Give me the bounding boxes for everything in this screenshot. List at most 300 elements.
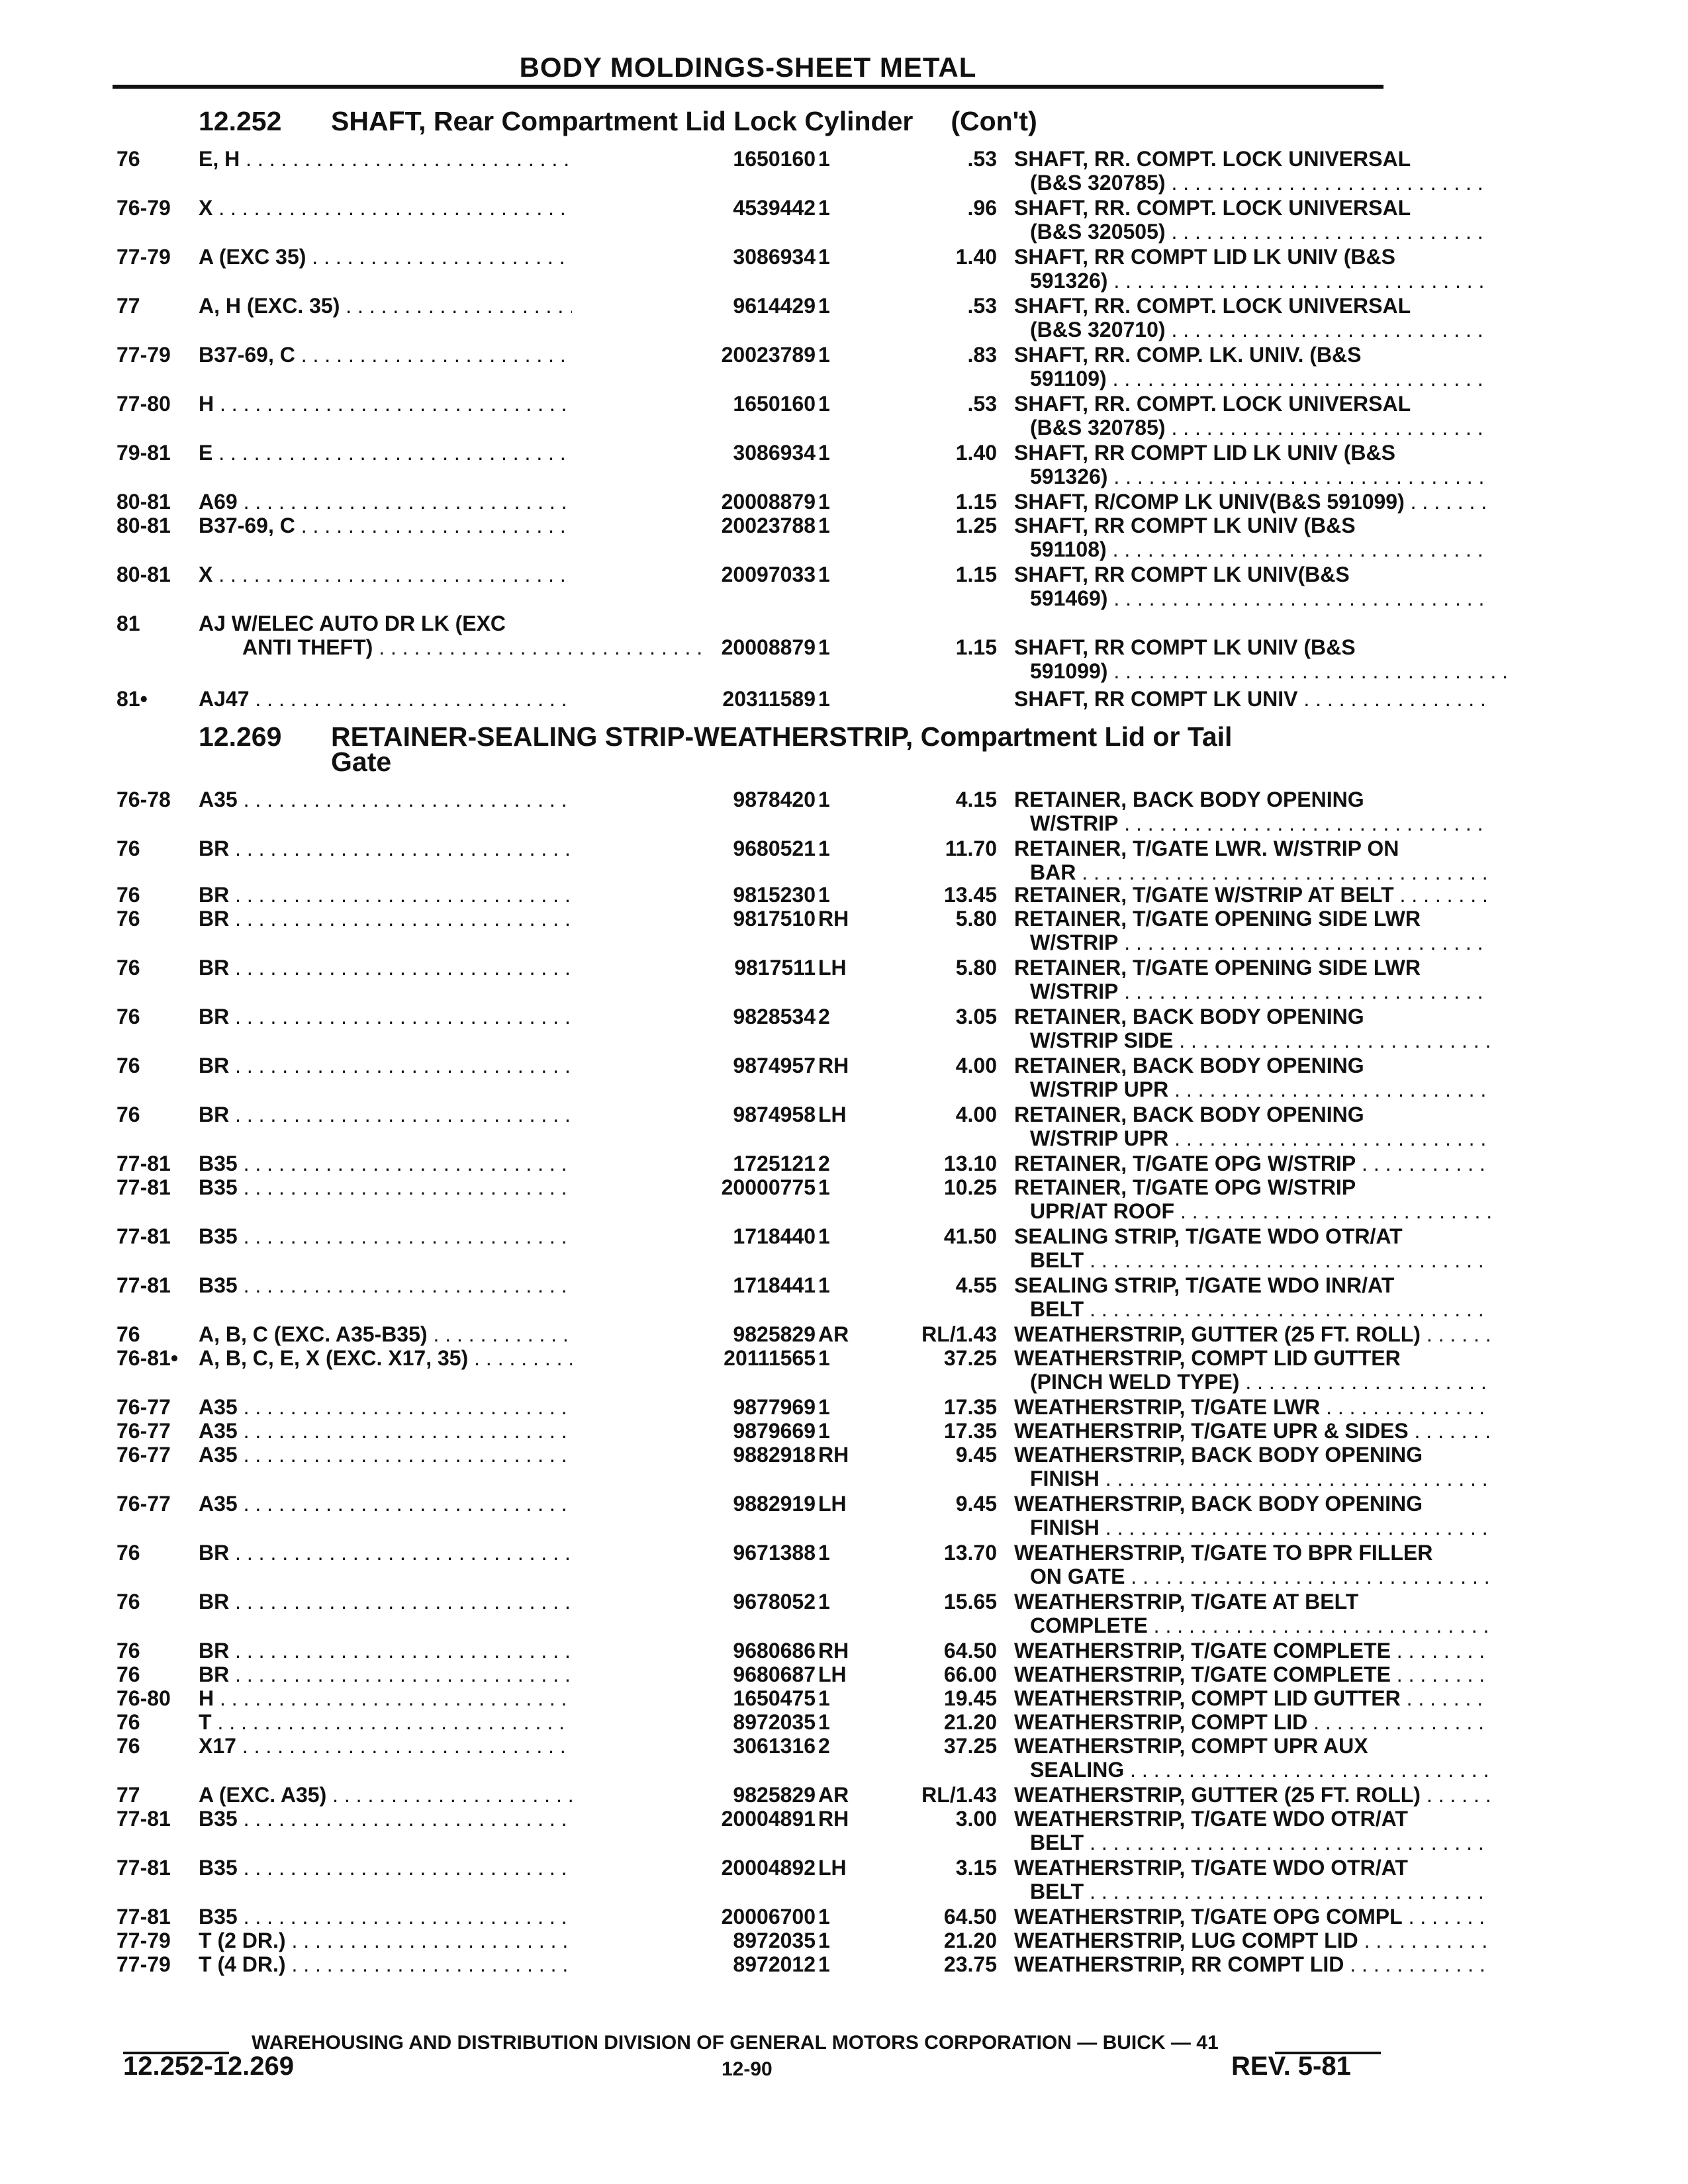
- description-label: SHAFT,: [1014, 245, 1088, 269]
- description-label: WEATHERSTRIP,: [1014, 1686, 1186, 1710]
- table-row: [117, 1346, 1401, 1394]
- model-year: 77-81: [117, 1856, 171, 1880]
- part-number: 1650160: [572, 392, 816, 416]
- part-number: 9825829: [572, 1322, 816, 1346]
- model-code: A, H (EXC. 35) . . .: [199, 294, 662, 318]
- part-number: 20008879: [572, 490, 816, 514]
- model-year: 77-81: [117, 1273, 171, 1297]
- quantity: 1: [818, 245, 830, 269]
- description-text: RR. COMPT. LOCK UNIVERSAL: [1088, 147, 1411, 171]
- price: 5.80: [955, 907, 997, 931]
- part-number: 9882919: [572, 1492, 816, 1516]
- table-row: [117, 294, 1411, 341]
- description-cont: (B&S 320710) . . .: [1030, 318, 1491, 341]
- table-row: [117, 196, 1411, 244]
- description: [1014, 1952, 1491, 1976]
- model-year: 76: [117, 1054, 140, 1077]
- description: [1014, 883, 1491, 907]
- description: [1014, 1419, 1491, 1443]
- description-label: RETAINER,: [1014, 956, 1127, 979]
- description-label: SHAFT,: [1014, 441, 1088, 465]
- price: 4.00: [955, 1054, 997, 1077]
- description-label: SHAFT,: [1014, 635, 1088, 659]
- description-text: RR COMPT LID: [1185, 1952, 1344, 1976]
- description: [1014, 956, 1491, 979]
- description: [1014, 1175, 1491, 1199]
- model-year: 77: [117, 1783, 140, 1807]
- description-cont: ON GATE . . .: [1030, 1565, 1491, 1588]
- description-label: WEATHERSTRIP,: [1014, 1395, 1186, 1419]
- model-year: 81•: [117, 687, 148, 711]
- description-cont: 591108) . . .: [1030, 537, 1491, 561]
- model-code: A35 . . .: [199, 1443, 662, 1467]
- price: 37.25: [943, 1346, 997, 1370]
- quantity: 2: [818, 1005, 830, 1028]
- description-text: BACK BODY OPENING: [1127, 1005, 1364, 1028]
- table-row: [117, 1322, 1421, 1346]
- model-code: B35 . . .: [199, 1224, 662, 1248]
- model-year: 76: [117, 1322, 140, 1346]
- table-row: [117, 907, 1421, 954]
- table-row: [117, 1952, 1374, 1976]
- table-row: [117, 490, 1405, 514]
- part-number: 20004891: [572, 1807, 816, 1831]
- table-row: [117, 1395, 1374, 1419]
- description-cont: W/STRIP . . .: [1030, 979, 1491, 1003]
- description-text: RR. COMPT. LOCK UNIVERSAL: [1088, 294, 1411, 318]
- table-row: [117, 1224, 1403, 1272]
- price: .96: [967, 196, 997, 220]
- description-label: RETAINER,: [1014, 907, 1127, 931]
- quantity: 1: [818, 1710, 830, 1734]
- model-code: B37-69, C . . .: [199, 514, 662, 537]
- model-year: 76-77: [117, 1443, 171, 1467]
- description-cont: W/STRIP UPR . . .: [1030, 1126, 1491, 1150]
- price: 13.10: [943, 1152, 997, 1175]
- description-label: WEATHERSTRIP,: [1014, 1443, 1186, 1467]
- part-number: 20111565: [572, 1346, 816, 1370]
- model-year: 77-81: [117, 1224, 171, 1248]
- model-year: 76: [117, 1005, 140, 1028]
- description-text: T/GATE WDO INR/AT: [1180, 1273, 1395, 1297]
- model-code: H . . .: [199, 392, 662, 416]
- model-year: 80-81: [117, 563, 171, 586]
- section-heading-12-269: [199, 721, 1233, 777]
- description: [1014, 196, 1491, 220]
- model-year: 77-79: [117, 1929, 171, 1952]
- quantity: AR: [818, 1322, 849, 1346]
- description: [1014, 837, 1491, 860]
- model-code: T (4 DR.) . . .: [199, 1952, 662, 1976]
- part-number: 9825829: [572, 1783, 816, 1807]
- description: [1014, 1273, 1491, 1297]
- quantity: LH: [818, 956, 847, 979]
- description-text: T/GATE COMPLETE: [1185, 1662, 1391, 1686]
- table-row: [117, 1590, 1374, 1637]
- description: [1014, 635, 1491, 659]
- description: [1014, 907, 1491, 931]
- description: [1014, 245, 1491, 269]
- model-code: X . . .: [199, 563, 662, 586]
- price: 21.20: [943, 1929, 997, 1952]
- part-number: 20097033: [572, 563, 816, 586]
- model-year: 76: [117, 1734, 140, 1758]
- description-label: RETAINER,: [1014, 837, 1127, 860]
- description-label: SHAFT,: [1014, 343, 1088, 367]
- table-row: [117, 1054, 1374, 1101]
- description-text: BACK BODY OPENING: [1127, 788, 1364, 811]
- quantity: 1: [818, 196, 830, 220]
- description-text: T/GATE LWR. W/STRIP ON: [1127, 837, 1399, 860]
- section-title-cont: Gate: [331, 747, 392, 777]
- quantity: 1: [818, 1686, 830, 1710]
- price: 3.00: [955, 1807, 997, 1831]
- description: [1014, 1541, 1491, 1565]
- model-code: B35 . . .: [199, 1175, 662, 1199]
- part-number: 9882918: [572, 1443, 816, 1467]
- description-text: T/GATE TO BPR FILLER: [1185, 1541, 1433, 1565]
- description-label: SHAFT,: [1014, 563, 1088, 586]
- model-year: 77-81: [117, 1905, 171, 1929]
- model-code: E, H . . .: [199, 147, 662, 171]
- description: [1014, 1905, 1491, 1929]
- part-number: 8972035: [572, 1710, 816, 1734]
- model-year: 77-79: [117, 343, 171, 367]
- table-row: [117, 788, 1374, 835]
- part-number: 20023788: [572, 514, 816, 537]
- table-row: [117, 1686, 1401, 1710]
- price: 11.70: [945, 837, 997, 860]
- quantity: 1: [818, 1905, 830, 1929]
- description-text: COMPT LID: [1185, 1710, 1308, 1734]
- description: [1014, 392, 1491, 416]
- table-row: [117, 883, 1394, 907]
- model-year: 76: [117, 837, 140, 860]
- description-text: RR. COMPT. LOCK UNIVERSAL: [1088, 392, 1411, 416]
- model-year: 76: [117, 1710, 140, 1734]
- model-code: B35 . . .: [199, 1856, 662, 1880]
- description-text: RR COMPT LID LK UNIV (B&S: [1088, 245, 1395, 269]
- model-year: 77-79: [117, 245, 171, 269]
- part-number: 20023789: [572, 343, 816, 367]
- price: 41.50: [943, 1224, 997, 1248]
- description-label: SHAFT,: [1014, 147, 1088, 171]
- description-text: LUG COMPT LID: [1185, 1929, 1358, 1952]
- footer-publisher: WAREHOUSING AND DISTRIBUTION DIVISION OF GENERAL MOTORS CORPORATION — BUICK — 41: [252, 2032, 1219, 2054]
- price: 37.25: [943, 1734, 997, 1758]
- model-code: A35 . . .: [199, 1419, 662, 1443]
- model-code: A, B, C, E, X (EXC. X17, 35) . . .: [199, 1346, 662, 1370]
- table-row: [117, 1783, 1421, 1807]
- description: [1014, 1856, 1491, 1880]
- quantity: 1: [818, 490, 830, 514]
- model-code: BR . . .: [199, 1541, 662, 1565]
- price: 13.70: [943, 1541, 997, 1565]
- footer-revision: REV. 5-81: [1231, 2052, 1351, 2081]
- part-number: 4539442: [572, 196, 816, 220]
- table-row: [117, 147, 1411, 195]
- description-cont: 591326) . . .: [1030, 465, 1491, 488]
- description: [1014, 1734, 1491, 1758]
- part-number: 3061316: [572, 1734, 816, 1758]
- model-code: AJ W/ELEC AUTO DR LK (EXC: [199, 612, 506, 635]
- model-code: B35 . . .: [199, 1807, 662, 1831]
- description-text: BACK BODY OPENING: [1185, 1443, 1423, 1467]
- model-code: B35 . . .: [199, 1152, 662, 1175]
- model-code: BR . . .: [199, 1639, 662, 1662]
- part-number: 3086934: [572, 245, 816, 269]
- model-code: T . . .: [199, 1710, 662, 1734]
- section-title: SHAFT, Rear Compartment Lid Lock Cylinder: [331, 106, 914, 136]
- quantity: 1: [818, 294, 830, 318]
- model-year: 76: [117, 1541, 140, 1565]
- quantity: 1: [818, 883, 830, 907]
- table-row: [117, 1662, 1391, 1686]
- model-code: B35 . . .: [199, 1905, 662, 1929]
- part-number: 9874958: [572, 1103, 816, 1126]
- description-text: T/GATE OPG COMPL: [1185, 1905, 1403, 1929]
- description-label: SHAFT,: [1014, 294, 1088, 318]
- description-label: RETAINER,: [1014, 883, 1127, 907]
- model-year: 77-80: [117, 392, 171, 416]
- quantity: 1: [818, 1590, 830, 1614]
- part-number: 3086934: [572, 441, 816, 465]
- model-year: 76-77: [117, 1395, 171, 1419]
- quantity: 2: [818, 1152, 830, 1175]
- price: 21.20: [943, 1710, 997, 1734]
- description-label: SHAFT,: [1014, 514, 1088, 537]
- quantity: 2: [818, 1734, 830, 1758]
- description-label: RETAINER,: [1014, 788, 1127, 811]
- quantity: 1: [818, 687, 830, 711]
- price: 3.05: [955, 1005, 997, 1028]
- model-year: 76: [117, 1103, 140, 1126]
- model-code: BR . . .: [199, 1590, 662, 1614]
- description: [1014, 1005, 1491, 1028]
- quantity: 1: [818, 514, 830, 537]
- description: [1014, 1590, 1491, 1614]
- description: [1014, 490, 1491, 514]
- description-text: RR COMPT LK UNIV: [1088, 687, 1298, 711]
- description-label: SHAFT,: [1014, 687, 1088, 711]
- description-text: T/GATE AT BELT: [1185, 1590, 1359, 1614]
- model-code-cont: ANTI THEFT) . . .: [242, 635, 706, 659]
- quantity: 1: [818, 1929, 830, 1952]
- table-row: [117, 1152, 1374, 1175]
- model-year: 76: [117, 147, 140, 171]
- description-text: T/GATE OPG W/STRIP: [1127, 1152, 1356, 1175]
- description-cont: W/STRIP SIDE . . .: [1030, 1028, 1491, 1052]
- part-number: 1650160: [572, 147, 816, 171]
- description: [1014, 1103, 1491, 1126]
- price: 66.00: [943, 1662, 997, 1686]
- table-row: [117, 1492, 1423, 1539]
- quantity: 1: [818, 1952, 830, 1976]
- part-number: 20008879: [572, 635, 816, 659]
- model-code: A35 . . .: [199, 1492, 662, 1516]
- description-label: WEATHERSTRIP,: [1014, 1639, 1186, 1662]
- model-year: 80-81: [117, 490, 171, 514]
- description-text: RR COMPT LK UNIV(B&S: [1088, 563, 1350, 586]
- section-number: 12.269: [199, 721, 282, 752]
- header-rule: [113, 85, 1383, 89]
- model-year: 77-81: [117, 1807, 171, 1831]
- quantity: 1: [818, 1175, 830, 1199]
- part-number: 9817511: [572, 956, 816, 979]
- description-label: WEATHERSTRIP,: [1014, 1322, 1186, 1346]
- description-cont: W/STRIP . . .: [1030, 931, 1491, 954]
- description-label: WEATHERSTRIP,: [1014, 1807, 1186, 1831]
- quantity: 1: [818, 563, 830, 586]
- model-code: B35 . . .: [199, 1273, 662, 1297]
- part-number: 1718440: [572, 1224, 816, 1248]
- description: [1014, 1639, 1491, 1662]
- table-row: [117, 514, 1374, 561]
- description-cont: FINISH . . .: [1030, 1467, 1491, 1490]
- description-label: SHAFT,: [1014, 490, 1088, 514]
- price: 3.15: [955, 1856, 997, 1880]
- model-year: 76-81•: [117, 1346, 179, 1370]
- description-text: BACK BODY OPENING: [1127, 1054, 1364, 1077]
- description-cont: BELT . . .: [1030, 1880, 1491, 1903]
- part-number: 9671388: [572, 1541, 816, 1565]
- model-code: AJ47 . . .: [199, 687, 662, 711]
- description-label: SHAFT,: [1014, 196, 1088, 220]
- table-row: [117, 956, 1421, 1003]
- description-text: T/GATE COMPLETE: [1185, 1639, 1391, 1662]
- quantity: 1: [818, 788, 830, 811]
- part-number: 9828534: [572, 1005, 816, 1028]
- part-number: 9680521: [572, 837, 816, 860]
- price: 1.15: [955, 563, 997, 586]
- description-cont: BELT . . .: [1030, 1297, 1491, 1321]
- table-row: [117, 1905, 1403, 1929]
- price: 4.55: [955, 1273, 997, 1297]
- description-label: WEATHERSTRIP,: [1014, 1419, 1186, 1443]
- model-code: BR . . .: [199, 883, 662, 907]
- part-number: 9878420: [572, 788, 816, 811]
- description-text: RR. COMP. LK. UNIV. (B&S: [1088, 343, 1362, 367]
- part-number: 1650475: [572, 1686, 816, 1710]
- price: 9.45: [955, 1492, 997, 1516]
- section-suffix: (Con't): [951, 106, 1037, 136]
- description: [1014, 1686, 1491, 1710]
- quantity: LH: [818, 1856, 847, 1880]
- description-label: WEATHERSTRIP,: [1014, 1905, 1186, 1929]
- description-text: T/GATE WDO OTR/AT: [1185, 1807, 1408, 1831]
- model-code: A, B, C (EXC. A35-B35) . . .: [199, 1322, 662, 1346]
- description-cont: (B&S 320505) . . .: [1030, 220, 1491, 244]
- description-cont: SEALING . . .: [1030, 1758, 1491, 1782]
- description-label: WEATHERSTRIP,: [1014, 1856, 1186, 1880]
- table-row: [117, 343, 1374, 390]
- description-label: RETAINER,: [1014, 1152, 1127, 1175]
- model-year: 77: [117, 294, 140, 318]
- quantity: 1: [818, 147, 830, 171]
- price: 23.75: [943, 1952, 997, 1976]
- description-cont: 591099) . . .: [1030, 659, 1507, 683]
- price: 1.25: [955, 514, 997, 537]
- model-code: A35 . . .: [199, 788, 662, 811]
- quantity: 1: [818, 1419, 830, 1443]
- description-cont: 591109) . . .: [1030, 367, 1491, 390]
- part-number: 1725121: [572, 1152, 816, 1175]
- description-text: R/COMP LK UNIV(B&S 591099): [1088, 490, 1405, 514]
- description-text: BACK BODY OPENING: [1127, 1103, 1364, 1126]
- model-code: A (EXC 35) . . .: [199, 245, 662, 269]
- table-row: [117, 1443, 1423, 1490]
- model-code: E . . .: [199, 441, 662, 465]
- table-row: [117, 612, 1374, 683]
- table-row: [117, 1005, 1374, 1052]
- table-row: [117, 687, 1374, 711]
- part-number: 8972012: [572, 1952, 816, 1976]
- description-label: SEALING STRIP,: [1014, 1273, 1180, 1297]
- page-header: BODY MOLDINGS-SHEET METAL: [519, 52, 977, 83]
- description-label: WEATHERSTRIP,: [1014, 1929, 1186, 1952]
- model-year: 76: [117, 1662, 140, 1686]
- footer-page-number: 12-90: [722, 2058, 773, 2080]
- model-year: 76-77: [117, 1492, 171, 1516]
- description-cont: COMPLETE . . .: [1030, 1614, 1491, 1637]
- price: 4.00: [955, 1103, 997, 1126]
- model-code: A69 . . .: [199, 490, 662, 514]
- description-text: RR COMPT LK UNIV (B&S: [1088, 514, 1356, 537]
- description: [1014, 1492, 1491, 1516]
- model-year: 79-81: [117, 441, 171, 465]
- quantity: 1: [818, 1541, 830, 1565]
- description-label: RETAINER,: [1014, 1054, 1127, 1077]
- price: 13.45: [943, 883, 997, 907]
- model-year: 77-81: [117, 1175, 171, 1199]
- table-row: [117, 1175, 1374, 1223]
- model-year: 76: [117, 956, 140, 979]
- quantity: 1: [818, 837, 830, 860]
- table-row: [117, 1734, 1374, 1782]
- description-label: WEATHERSTRIP,: [1014, 1346, 1186, 1370]
- description-label: RETAINER,: [1014, 1103, 1127, 1126]
- description-text: T/GATE OPG W/STRIP: [1127, 1175, 1356, 1199]
- description: [1014, 1807, 1491, 1831]
- description-cont: 591326) . . .: [1030, 269, 1491, 293]
- description-label: WEATHERSTRIP,: [1014, 1541, 1186, 1565]
- model-code: B37-69, C . . .: [199, 343, 662, 367]
- description-cont: BELT . . .: [1030, 1248, 1491, 1272]
- description-label: SEALING STRIP,: [1014, 1224, 1180, 1248]
- model-code: BR . . .: [199, 837, 662, 860]
- description-cont: W/STRIP . . .: [1030, 811, 1491, 835]
- section-heading-12-252: [199, 106, 1037, 137]
- part-number: 9877969: [572, 1395, 816, 1419]
- model-code: A35 . . .: [199, 1395, 662, 1419]
- part-number: 20006700: [572, 1905, 816, 1929]
- description-text: COMPT LID GUTTER: [1185, 1686, 1401, 1710]
- quantity: LH: [818, 1492, 847, 1516]
- model-year: 76-77: [117, 1419, 171, 1443]
- description-cont: FINISH . . .: [1030, 1516, 1491, 1539]
- price: .53: [967, 294, 997, 318]
- part-number: 9678052: [572, 1590, 816, 1614]
- part-number: 20004892: [572, 1856, 816, 1880]
- model-code: BR . . .: [199, 907, 662, 931]
- quantity: LH: [818, 1662, 847, 1686]
- model-year: 76: [117, 1590, 140, 1614]
- quantity: RH: [818, 1639, 849, 1662]
- description: [1014, 294, 1491, 318]
- description-label: WEATHERSTRIP,: [1014, 1662, 1186, 1686]
- part-number: 9879669: [572, 1419, 816, 1443]
- quantity: 1: [818, 1224, 830, 1248]
